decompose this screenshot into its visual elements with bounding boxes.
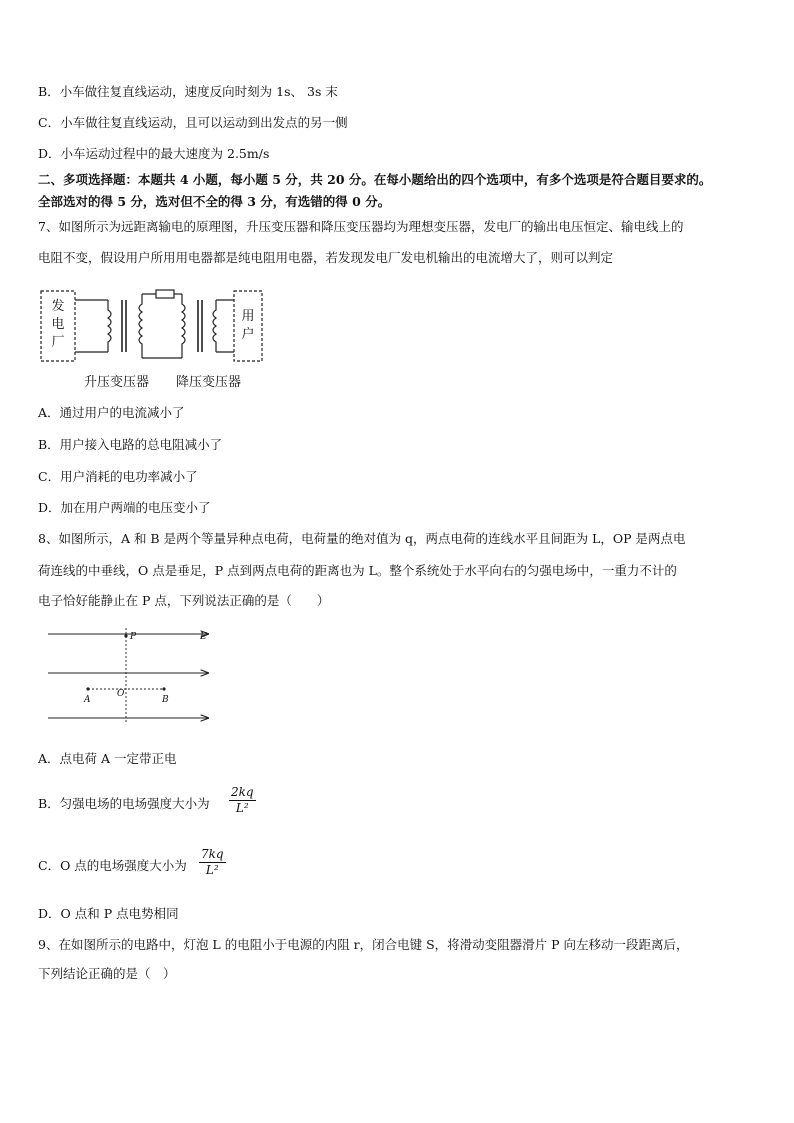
q8-stem-line1: 8、如图所示，A 和 B 是两个等量异种点电荷，电荷量的绝对值为 q，两点电荷的连线水平且间距为 L，OP 是两点电 (38, 531, 686, 546)
label-a: A (84, 695, 91, 705)
step-down-secondary-coil (213, 300, 216, 352)
q8-stem-line3: 电子恰好能静止在 P 点，下列说法正确的是（ ） (38, 593, 330, 608)
caption-step-down: 降压变压器 (176, 375, 242, 390)
power-plant-char-3: 厂 (51, 335, 65, 350)
line-resistor (156, 290, 174, 298)
q8-option-c: C．O 点的电场强度大小为 (38, 858, 187, 873)
q9-stem-line1: 9、在如图所示的电路中，灯泡 L 的电阻小于电源的内阻 r，闭合电键 S，将滑动变阻器滑片 P 向左移动一段距离后， (38, 937, 689, 952)
q9-stem-line2: 下列结论正确的是（ ） (38, 966, 176, 981)
label-p: P (130, 632, 137, 642)
charge-b (162, 687, 165, 690)
q7-option-b: B．用户接入电路的总电阻减小了 (38, 437, 223, 452)
q8-option-b-fraction (229, 785, 256, 816)
q6-option-d: D．小车运动过程中的最大速度为 2.5m/s (38, 146, 270, 161)
q7-stem-line2: 电阻不变，假设用户所用用电器都是纯电阻用电器，若发现发电厂发电机输出的电流增大了，则可以判定 (38, 250, 614, 265)
q7-option-c: C．用户消耗的电功率减小了 (38, 469, 198, 484)
label-b: B (162, 695, 169, 705)
power-plant-char-2: 电 (51, 317, 65, 332)
section-heading-line2: 全部选对的得 5 分，选对但不全的得 3 分，有选错的得 0 分。 (38, 194, 391, 209)
fraction-denominator: L² (235, 801, 249, 815)
q8-option-a: A．点电荷 A 一定带正电 (38, 751, 177, 766)
section-heading-line1: 二、多项选择题：本题共 4 小题，每小题 5 分，共 20 分。在每小题给出的四个选项中，有多个选项是符合题目要求的。 (38, 172, 712, 187)
q8-stem-line2: 荷连线的中垂线，O 点是垂足，P 点到两点电荷的距离也为 L。整个系统处于水平向右的匀强电场中，一重力不计的 (38, 563, 677, 578)
transmission-diagram (38, 286, 278, 366)
user-char-1: 用 (241, 309, 255, 324)
step-down-primary-coil (182, 294, 185, 358)
power-plant-char-1: 发 (51, 299, 65, 314)
user-char-2: 户 (241, 327, 255, 342)
charge-a (86, 687, 89, 690)
fraction-numerator: 2kq (231, 785, 254, 799)
point-p (124, 634, 127, 637)
caption-step-up: 升压变压器 (84, 375, 150, 390)
electric-field-diagram (42, 626, 222, 726)
label-o: O (117, 689, 125, 699)
q6-option-b: B．小车做往复直线运动，速度反向时刻为 1s、 3s 末 (38, 84, 338, 99)
step-up-secondary-coil (139, 294, 142, 358)
q8-option-c-fraction (199, 847, 226, 878)
q7-stem-line1: 7、如图所示为远距离输电的原理图，升压变压器和降压变压器均为理想变压器，发电厂的输出电压恒定、输电线上的 (38, 219, 684, 234)
fraction-denominator: L² (205, 863, 219, 877)
fraction-numerator: 7kq (201, 847, 224, 861)
q7-option-a: A．通过用户的电流减小了 (38, 405, 185, 420)
q8-option-b: B．匀强电场的电场强度大小为 (38, 796, 210, 811)
step-up-primary-coil (108, 300, 111, 352)
label-e: E (200, 632, 207, 642)
q7-option-d: D．加在用户两端的电压变小了 (38, 500, 211, 515)
q8-option-d: D．O 点和 P 点电势相同 (38, 906, 179, 921)
q6-option-c: C．小车做往复直线运动，且可以运动到出发点的另一侧 (38, 115, 348, 130)
user-box (234, 291, 262, 361)
